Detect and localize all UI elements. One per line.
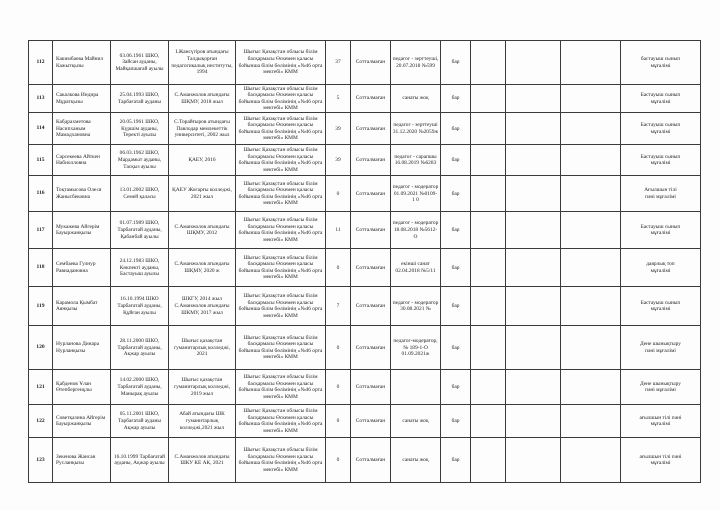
education-cell: Шығыс қазақстан гуманитарлық колледжі, 2021 [169, 326, 236, 370]
experience-cell: 11 [326, 212, 351, 249]
table-row [29, 145, 701, 176]
blank-cell [561, 405, 621, 438]
medical-record-cell: бар [441, 326, 471, 370]
blank-cell [561, 113, 621, 145]
qualification-category-cell: педагог - модератор 01.09.2021 №0109-1 0 [391, 176, 441, 212]
conviction-status-cell: Сотталмаған [351, 326, 391, 370]
full-name-cell: Сакалкова Индира Мұратқызы [53, 85, 111, 113]
conviction-status-cell: Сотталмаған [351, 41, 391, 85]
conviction-status-cell: Сотталмаған [351, 438, 391, 483]
table-row [29, 212, 701, 249]
full-name-cell: Сәрсекеева Айткен Набиолловна [53, 145, 111, 176]
blank-cell [471, 85, 506, 113]
workplace-cell: Шығыс Қазақстан облысы білім басқармасы Өскемен қаласы бойынша білім бөлімінің «№46 орта мектебі» КММ [236, 113, 326, 145]
experience-cell: 0 [326, 249, 351, 287]
table-row [29, 249, 701, 287]
table-row [29, 113, 701, 145]
blank-cell [506, 41, 561, 85]
blank-cell [506, 176, 561, 212]
birth-info-cell: 24.12.1983 ШКО, Көкпекті ауданы, Бастауыш ауылы [111, 249, 169, 287]
blank-cell [561, 370, 621, 405]
position-cell: Бастауыш сынып мұғалімі [621, 287, 701, 326]
position-cell: ағылшын тілі пәні мұғалімі [621, 438, 701, 483]
full-name-cell: Сембаева Гулнур Равиадановна [53, 249, 111, 287]
conviction-status-cell: Сотталмаған [351, 405, 391, 438]
birth-info-cell: 16.10.1994 ШКО Тарбағатай ауданы, Құйған ауылы [111, 287, 169, 326]
qualification-category-cell: санаты жоқ [391, 405, 441, 438]
full-name-cell: Зекенова Жансая Русланқызы [53, 438, 111, 483]
position-cell: даярлық топ мұғалімі [621, 249, 701, 287]
medical-record-cell: бар [441, 370, 471, 405]
full-name-cell: Нурланова Динара Нурланқызы [53, 326, 111, 370]
row-number-cell: 122 [29, 405, 53, 438]
birth-info-cell: 01.07.1989 ШКО, Тарбағатай ауданы, Қабанбай ауылы [111, 212, 169, 249]
qualification-category-cell: педагог - модератор 18.08.2018 №5612-О [391, 212, 441, 249]
table-row [29, 176, 701, 212]
education-cell: С.Аманжолов атындағы ШКУ КЕ АК, 2021 [169, 438, 236, 483]
table-row [29, 438, 701, 483]
education-cell: ШКГУ, 2014 жыл С.Аманжолов атындағы ШКМУ, 2017 жыл [169, 287, 236, 326]
blank-cell [471, 326, 506, 370]
table-row [29, 405, 701, 438]
table-row [29, 326, 701, 370]
birth-info-cell: 05.11.2001 ШКО, Тарбағатай ауданы Ақжар ауылы [111, 405, 169, 438]
experience-cell: 37 [326, 41, 351, 85]
qualification-category-cell: екінші санат 02.04.2018 №5/11 [391, 249, 441, 287]
blank-cell [471, 145, 506, 176]
blank-cell [506, 405, 561, 438]
birth-info-cell: 06.03.1962 ШКО, Мардамыт ауданы, Тасқыз ауылы [111, 145, 169, 176]
workplace-cell: Шығыс Қазақстан облысы білім басқармасы Өскемен қаласы бойынша білім бөлімінің «№46 орта мектебі» КММ [236, 145, 326, 176]
medical-record-cell: бар [441, 212, 471, 249]
qualification-category-cell: санаты жоқ [391, 85, 441, 113]
medical-record-cell: бар [441, 438, 471, 483]
birth-info-cell: 14.02.2000 ШКО, Тарбағатай ауданы, Манырақ ауылы [111, 370, 169, 405]
blank-cell [471, 212, 506, 249]
experience-cell: 39 [326, 145, 351, 176]
education-cell: С.Аманжолов атындағы ШҚМУ, 2012 [169, 212, 236, 249]
workplace-cell: Шығыс Қазақстан облысы білім басқармасы Өскемен қаласы бойынша білім бөлімінің «№46 орта мектебі» КММ [236, 249, 326, 287]
workplace-cell: Шығыс Қазақстан облысы білім басқармасы Өскемен қаласы бойынша білім бөлімінің «№46 орта мектебі» КММ [236, 41, 326, 85]
education-cell: С.Аманжолов атындағы ШҚМУ, 2020 ж [169, 249, 236, 287]
table-row [29, 41, 701, 85]
position-cell: Бастауыш сынып мұғалімі [621, 145, 701, 176]
birth-info-cell: 16.10.1999 Тарбағатай ауданы, Ақжар ауылы [111, 438, 169, 483]
experience-cell: 7 [326, 287, 351, 326]
conviction-status-cell: Сотталмаған [351, 176, 391, 212]
conviction-status-cell: Сотталмаған [351, 370, 391, 405]
education-cell: ҚАЕУ, 2016 [169, 145, 236, 176]
workplace-cell: Шығыс Қазақстан облысы білім басқармасы Өскемен қаласы бойынша білім бөлімінің «№46 орта мектебі» КММ [236, 212, 326, 249]
full-name-cell: Какимбаева Майнил Кажытқызы [53, 41, 111, 85]
blank-cell [561, 145, 621, 176]
blank-cell [471, 287, 506, 326]
position-cell: Бастауыш сынып мұғалімі [621, 212, 701, 249]
birth-info-cell: 03.06.1961 ШКО, Зайсан ауданы, Майқапшағай ауылы [111, 41, 169, 85]
full-name-cell: Советқазина Айгерім Бауыржанқызы [53, 405, 111, 438]
position-cell: Бастауыш сынып мұғалімі [621, 85, 701, 113]
full-name-cell: Қабденов Ұлан Өтепбергенұлы [53, 370, 111, 405]
position-cell: Дене шынықтыру пәні мұғалімі [621, 326, 701, 370]
qualification-category-cell: педагог - зерттеуші 31.12.2020 №2059ж [391, 113, 441, 145]
blank-cell [471, 249, 506, 287]
qualification-category-cell [391, 370, 441, 405]
blank-cell [561, 249, 621, 287]
workplace-cell: Шығыс Қазақстан облысы білім басқармасы Өскемен қаласы бойынша білім бөлімінің «№46 орта мектебі» КММ [236, 85, 326, 113]
staff-table [28, 40, 701, 483]
row-number-cell: 114 [29, 113, 53, 145]
blank-cell [471, 41, 506, 85]
full-name-cell: Тоқтамысова Олеся Жанысбековна [53, 176, 111, 212]
workplace-cell: Шығыс Қазақстан облысы білім басқармасы Өскемен қаласы бойынша білім бөлімінің «№46 орта мектебі» КММ [236, 438, 326, 483]
blank-cell [506, 145, 561, 176]
medical-record-cell: бар [441, 113, 471, 145]
row-number-cell: 121 [29, 370, 53, 405]
conviction-status-cell: Сотталмаған [351, 249, 391, 287]
birth-info-cell: 28.11.2000 ШКО, Тарбағатай ауданы, Ақжар ауылы [111, 326, 169, 370]
qualification-category-cell: санаты жоқ [391, 438, 441, 483]
experience-cell: 0 [326, 405, 351, 438]
blank-cell [471, 438, 506, 483]
position-cell: Ағылшын тілі пәні мұғалімі [621, 176, 701, 212]
education-cell: Шығыс қазақстан гуманитарлық колледжі, 2019 жыл [169, 370, 236, 405]
row-number-cell: 123 [29, 438, 53, 483]
medical-record-cell: бар [441, 176, 471, 212]
blank-cell [506, 326, 561, 370]
blank-cell [506, 287, 561, 326]
blank-cell [561, 287, 621, 326]
experience-cell: 39 [326, 113, 351, 145]
birth-info-cell: 13.01.2002 ШКО, Семей қаласы [111, 176, 169, 212]
row-number-cell: 115 [29, 145, 53, 176]
blank-cell [471, 405, 506, 438]
position-cell: Дене шынықтыру пәні мұғалімі [621, 370, 701, 405]
experience-cell: 0 [326, 176, 351, 212]
education-cell: Абай атындағы ШК гуманитарлық колледжі,2021 жыл [169, 405, 236, 438]
qualification-category-cell: педагог-модератор, № 189-1-О 01.09.2021ж [391, 326, 441, 370]
workplace-cell: Шығыс Қазақстан облысы білім басқармасы Өскемен қаласы бойынша білім бөлімінің «№46 орта мектебі» КММ [236, 287, 326, 326]
medical-record-cell: бар [441, 145, 471, 176]
qualification-category-cell: педагог - модератор 30.08.2021 № [391, 287, 441, 326]
blank-cell [471, 176, 506, 212]
education-cell: С.Торайғыров атындағы Павлодар мемлекеттік университеті, 2002 жыл [169, 113, 236, 145]
experience-cell: 0 [326, 326, 351, 370]
row-number-cell: 117 [29, 212, 53, 249]
conviction-status-cell: Сотталмаған [351, 287, 391, 326]
education-cell: С.Аманжолов атындағы ШҚМУ, 2018 жыл [169, 85, 236, 113]
birth-info-cell: 20.05.1961 ШКО, Күршім ауданы, Теректі ауылы [111, 113, 169, 145]
experience-cell: 0 [326, 438, 351, 483]
experience-cell: 0 [326, 370, 351, 405]
table-row [29, 85, 701, 113]
blank-cell [471, 370, 506, 405]
row-number-cell: 118 [29, 249, 53, 287]
qualification-category-cell: педагог - зерттеуші, 20.07.2018 №599 [391, 41, 441, 85]
blank-cell [471, 113, 506, 145]
full-name-cell: Мукажева Айгерім Бауыржанқызы [53, 212, 111, 249]
blank-cell [506, 370, 561, 405]
conviction-status-cell: Сотталмаған [351, 145, 391, 176]
medical-record-cell: бар [441, 85, 471, 113]
medical-record-cell: бар [441, 405, 471, 438]
blank-cell [506, 249, 561, 287]
qualification-category-cell: педагог - сарапшы 16.08.2019 №6283 [391, 145, 441, 176]
table-row [29, 370, 701, 405]
blank-cell [561, 41, 621, 85]
medical-record-cell: бар [441, 41, 471, 85]
full-name-cell: Карамола Қымбат Аянқызы [53, 287, 111, 326]
birth-info-cell: 25.04.1993 ШКО, Тарбағатай ауданы [111, 85, 169, 113]
workplace-cell: Шығыс Қазақстан облысы білім басқармасы Өскемен қаласы бойынша білім бөлімінің «№46 орта мектебі» КММ [236, 405, 326, 438]
medical-record-cell: бар [441, 287, 471, 326]
table-body [29, 41, 701, 483]
workplace-cell: Шығыс Қазақстан облысы білім басқармасы Өскемен қаласы бойынша білім бөлімінің «№46 орта мектебі» КММ [236, 326, 326, 370]
table-row [29, 287, 701, 326]
experience-cell: 5 [326, 85, 351, 113]
blank-cell [506, 212, 561, 249]
education-cell: І.Жансүгіров атындағы Талдықорған педагогикалық институты, 1994 [169, 41, 236, 85]
position-cell: Бастауыш сынып мұғалімі [621, 113, 701, 145]
education-cell: ҚАЕУ Жоғарғы колледжі, 2021 жыл [169, 176, 236, 212]
row-number-cell: 112 [29, 41, 53, 85]
conviction-status-cell: Сотталмаған [351, 85, 391, 113]
workplace-cell: Шығыс Қазақстан облысы білім басқармасы Өскемен қаласы бойынша білім бөлімінің «№46 орта мектебі» КММ [236, 176, 326, 212]
blank-cell [506, 113, 561, 145]
blank-cell [561, 212, 621, 249]
blank-cell [561, 176, 621, 212]
position-cell: бастауыш сынып мұғалімі [621, 41, 701, 85]
position-cell: ағылшын тілі пәні мұғалімі [621, 405, 701, 438]
full-name-cell: Кабдрахметова Насипханым Мамадхановна [53, 113, 111, 145]
row-number-cell: 116 [29, 176, 53, 212]
blank-cell [561, 326, 621, 370]
conviction-status-cell: Сотталмаған [351, 212, 391, 249]
conviction-status-cell: Сотталмаған [351, 113, 391, 145]
medical-record-cell: бар [441, 249, 471, 287]
blank-cell [506, 438, 561, 483]
blank-cell [561, 438, 621, 483]
row-number-cell: 120 [29, 326, 53, 370]
blank-cell [506, 85, 561, 113]
row-number-cell: 119 [29, 287, 53, 326]
blank-cell [561, 85, 621, 113]
workplace-cell: Шығыс Қазақстан облысы білім басқармасы Өскемен қаласы бойынша білім бөлімінің «№46 орта мектебі» КММ [236, 370, 326, 405]
row-number-cell: 113 [29, 85, 53, 113]
